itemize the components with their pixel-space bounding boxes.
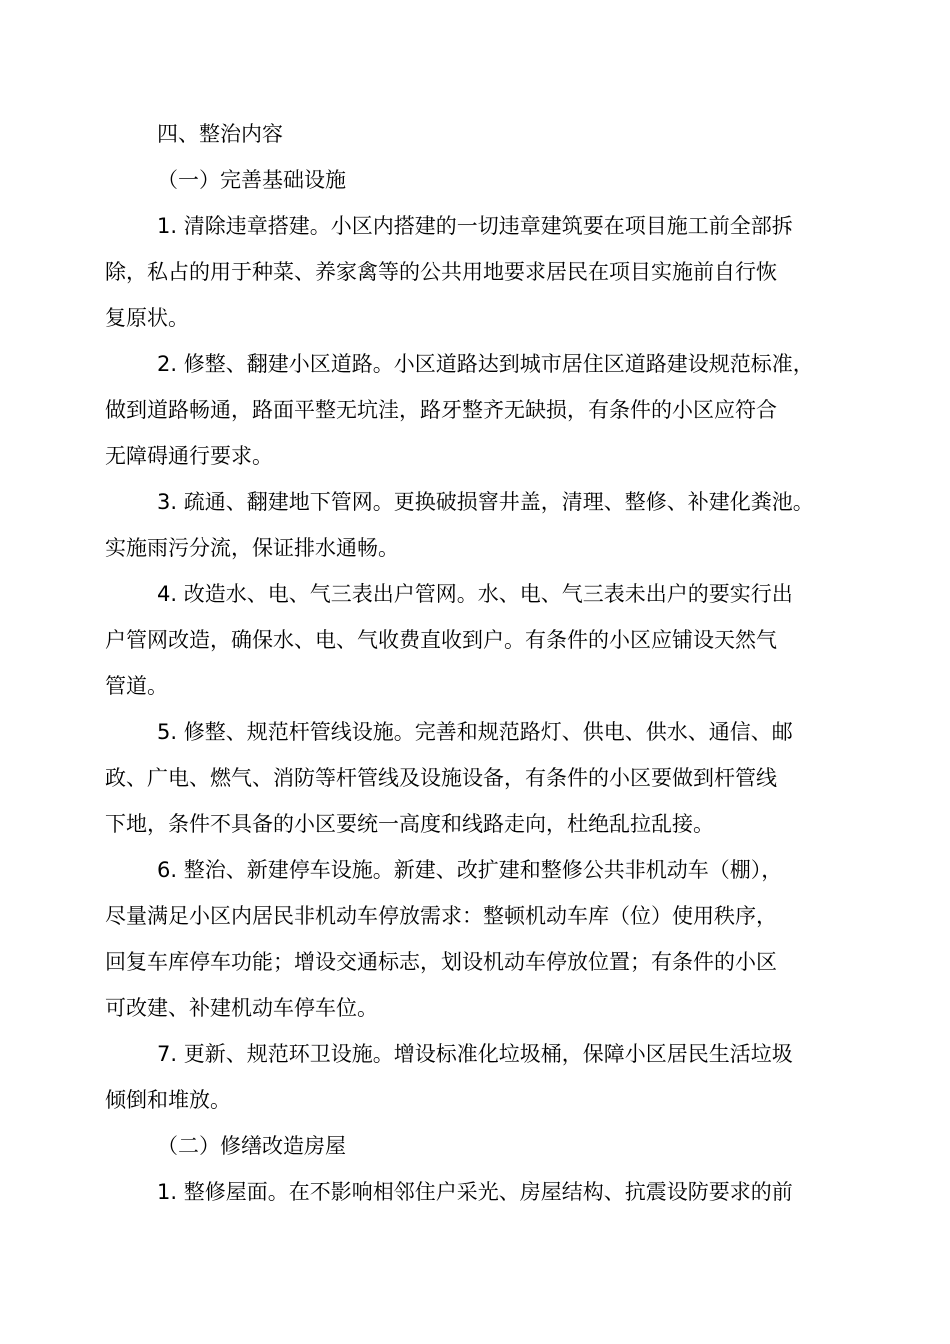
paragraph-line: 复原状。 (105, 306, 189, 330)
paragraph-line: 尽量满足小区内居民非机动车停放需求：整顿机动车库（位）使用秩序， (105, 904, 777, 928)
paragraph-line: 回复车库停车功能；增设交通标志，划设机动车停放位置；有条件的小区 (105, 950, 777, 974)
paragraph-line: 除，私占的用于种菜、养家禽等的公共用地要求居民在项目实施前自行恢 (105, 260, 777, 284)
paragraph-line: 5. 修整、规范杆管线设施。完善和规范路灯、供电、供水、通信、邮 (157, 720, 793, 744)
paragraph-line: 3. 疏通、翻建地下管网。更换破损窨井盖，清理、整修、补建化粪池。 (157, 490, 814, 514)
paragraph-line: 4. 改造水、电、气三表出户管网。水、电、气三表未出户的要实行出 (157, 582, 793, 606)
paragraph-line: 实施雨污分流，保证排水通畅。 (105, 536, 399, 560)
paragraph-line: 倾倒和堆放。 (105, 1088, 231, 1112)
paragraph-line: 无障碍通行要求。 (105, 444, 273, 468)
paragraph-line: 7. 更新、规范环卫设施。增设标准化垃圾桶，保障小区居民生活垃圾 (157, 1042, 793, 1066)
paragraph-line: 管道。 (105, 674, 168, 698)
subsection-heading-2: （二）修缮改造房屋 (157, 1134, 346, 1158)
paragraph-line: 下地，条件不具备的小区要统一高度和线路走向，杜绝乱拉乱接。 (105, 812, 714, 836)
paragraph-line: 可改建、补建机动车停车位。 (105, 996, 378, 1020)
paragraph-line: 1. 清除违章搭建。小区内搭建的一切违章建筑要在项目施工前全部拆 (157, 214, 793, 238)
subsection-heading-1: （一）完善基础设施 (157, 168, 346, 192)
section-heading: 四、整治内容 (157, 122, 283, 146)
paragraph-line: 做到道路畅通，路面平整无坑洼，路牙整齐无缺损，有条件的小区应符合 (105, 398, 777, 422)
paragraph-line: 户管网改造，确保水、电、气收费直收到户。有条件的小区应铺设天然气 (105, 628, 777, 652)
paragraph-line: 2. 修整、翻建小区道路。小区道路达到城市居住区道路建设规范标准， (157, 352, 814, 376)
paragraph-line: 政、广电、燃气、消防等杆管线及设施设备，有条件的小区要做到杆管线 (105, 766, 777, 790)
paragraph-line: 1. 整修屋面。在不影响相邻住户采光、房屋结构、抗震设防要求的前 (157, 1180, 793, 1204)
paragraph-line: 6. 整治、新建停车设施。新建、改扩建和整修公共非机动车（棚）， (157, 858, 783, 882)
